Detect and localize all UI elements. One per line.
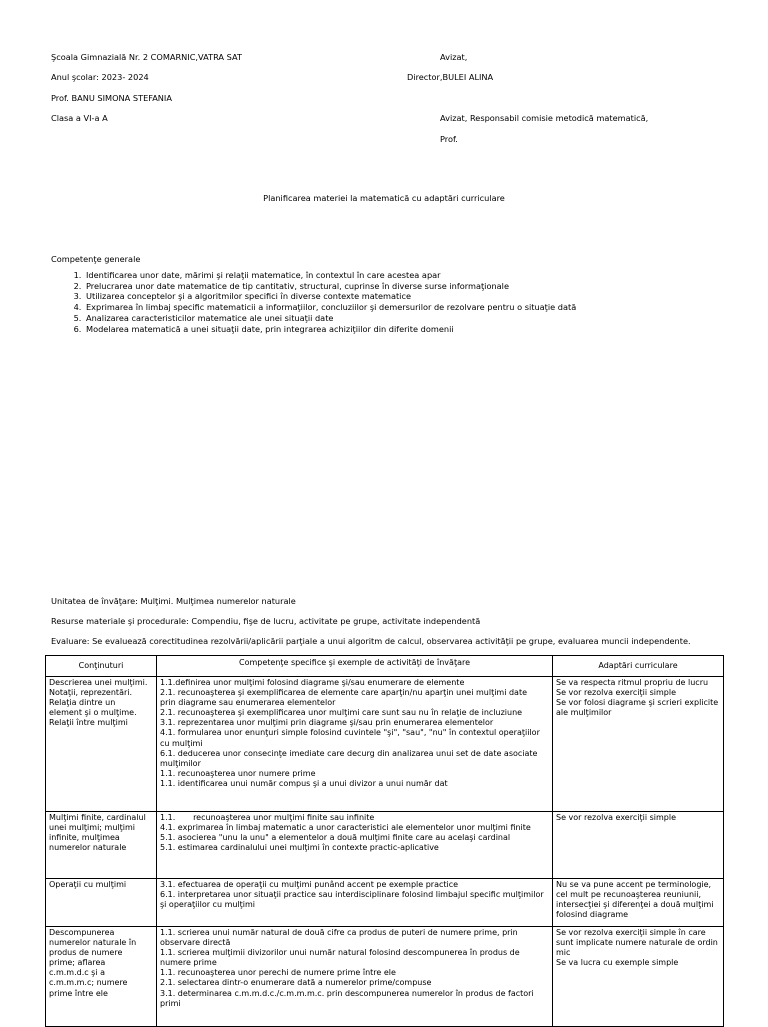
- cell-adaptari: [553, 677, 724, 812]
- cell-line: prin diagrame sau enumerarea elementelor: [160, 698, 336, 708]
- table-header-row: [46, 656, 724, 677]
- header-director: Director,BULEI ALINA: [407, 72, 494, 82]
- cell-continut: [46, 677, 157, 812]
- cell-adaptari: [553, 812, 724, 879]
- cell-continut: [46, 812, 157, 879]
- competenta-item: 4. Exprimarea în limbaj specific matematicii a informaţiilor, concluziilor şi demersurilor de rezolvare pentru o situaţie dată: [84, 302, 576, 313]
- cell-line: şi operaţiilor cu mulţimi: [160, 900, 256, 910]
- cell-line: 6.1. interpretarea unor situaţii practice sau interdisciplinare folosind limbajul specific mulţimilor: [160, 890, 544, 900]
- cell-line: 4.1. exprimarea în limbaj matematic a unor caracteristici ale elementelor unor mulţimi finite: [160, 823, 531, 833]
- evaluare: Evaluare: Se evaluează corectitudinea rezolvării/aplicării parţiale a unui algoritm de calcul, observarea activităţii pe grupe, evaluarea muncii independente.: [51, 636, 691, 646]
- cell-line: primi: [160, 998, 181, 1008]
- cell-competente: [157, 812, 553, 879]
- cell-line: 5.1. estimarea cardinalului unei mulţimi în contexte practic-aplicative: [160, 843, 439, 853]
- cell-line: 3.1. reprezentarea unor mulţimi prin diagrame şi/sau prin enumerarea elementelor: [160, 718, 494, 728]
- competenta-item: 6. Modelarea matematică a unei situaţii date, prin integrarea achiziţiilor din diferite domenii: [84, 324, 576, 335]
- cell-line: Se vor rezolva exerciţii simple: [556, 813, 676, 822]
- cell-line: produs de numere: [49, 948, 123, 958]
- header-competente: Competenţe specifice şi exemple de activităţi de învăţare: [157, 656, 553, 677]
- cell-line: Se vor rezolva exerciţii simple: [556, 688, 676, 698]
- resurse: Resurse materiale şi procedurale: Compendiu, fişe de lucru, activitate pe grupe, activitate independentă: [51, 616, 481, 626]
- cell-line: 2.1. selectarea dintr-o enumerare dată a numerelor prime/compuse: [160, 978, 432, 988]
- competenta-item: 3. Utilizarea conceptelor şi a algoritmilor specifici în diverse contexte matematice: [84, 291, 576, 302]
- cell-line: 2.1. recunoaşterea şi exemplificarea de elemente care aparţin/nu aparţin unei mulţimi date: [160, 688, 528, 698]
- cell-line: sunt implicate numere naturale de ordin: [556, 938, 718, 948]
- cell-line: 4.1. formularea unor enunţuri simple folosind cuvintele "şi", "sau", "nu" în contextul operaţiilor: [160, 728, 540, 738]
- document-title: Planificarea materiei la matematică cu adaptări curriculare: [263, 193, 505, 203]
- cell-line: 6.1. deducerea unor consecinţe imediate care decurg din analizarea unui set de date asociate: [160, 748, 538, 758]
- cell-line: Descrierea unei mulţimi.: [49, 678, 148, 687]
- cell-line: 5.1. asocierea "unu la unu" a elementelor a două mulţimi finite care au acelaşi cardinal: [160, 833, 511, 843]
- cell-line: c.m.m.d.c şi a: [49, 968, 106, 978]
- planning-table: [45, 655, 724, 1027]
- cell-line: Descompunerea: [49, 928, 115, 937]
- header-avizat: Avizat,: [440, 52, 468, 62]
- cell-line: 2.1. recunoaşterea şi exemplificarea unor mulţimi care sunt sau nu în relaţie de incluziune: [160, 708, 523, 718]
- cell-line: 3.1. determinarea c.m.m.d.c./c.m.m.m.c. prin descompunerea numerelor în produs de factori: [160, 988, 534, 998]
- competenta-item: 5. Analizarea caracteristicilor matematice ale unei situaţii date: [84, 313, 576, 324]
- cell-line: mulţimilor: [160, 758, 201, 768]
- header-school-year: Anul şcolar: 2023- 2024: [51, 72, 149, 82]
- cell-line: Se vor folosi diagrame şi scrieri explicite: [556, 698, 719, 708]
- cell-line: 1.1. recunoaşterea unor perechi de numere prime între ele: [160, 968, 396, 978]
- cell-line: Operaţii cu mulţimi: [49, 880, 127, 889]
- cell-line: mic: [556, 948, 571, 958]
- cell-line: numerelor naturale în: [49, 938, 137, 948]
- cell-line: 3.1. efectuarea de operaţii cu mulţimi punând accent pe exemple practice: [160, 880, 459, 889]
- cell-line: unei mulţimi; mulţimi: [49, 823, 135, 833]
- cell-line: numerelor naturale: [49, 843, 127, 853]
- header-avizat-responsabil: Avizat, Responsabil comisie metodică matematică,: [440, 113, 649, 123]
- competente-heading: Competenţe generale: [51, 254, 141, 264]
- competente-list: [51, 270, 576, 334]
- cell-adaptari: [553, 927, 724, 1027]
- table-row: [46, 879, 724, 927]
- cell-line: folosind diagrame: [556, 910, 629, 920]
- cell-line: Se vor rezolva exerciţii simple în care: [556, 928, 706, 937]
- table-row: [46, 927, 724, 1027]
- cell-adaptari: [553, 879, 724, 927]
- cell-competente: [157, 927, 553, 1027]
- cell-line: c.m.m.m.c; numere: [49, 978, 128, 988]
- competenta-item: 2. Prelucrarea unor date matematice de tip cantitativ, structural, cuprinse în diverse surse informaţionale: [84, 281, 576, 292]
- header-class: Clasa a VI-a A: [51, 113, 108, 123]
- cell-line: observare directă: [160, 938, 231, 948]
- cell-line: Relaţii între mulţimi: [49, 718, 128, 728]
- header-prof: Prof.: [440, 134, 458, 144]
- table-row: [46, 812, 724, 879]
- cell-line: Mulţimi finite, cardinalul: [49, 813, 146, 822]
- unitate-invatare: Unitatea de învăţare: Mulţimi. Mulţimea numerelor naturale: [51, 596, 296, 606]
- cell-line: Nu se va pune accent pe terminologie,: [556, 880, 712, 889]
- cell-line: element şi o mulţime.: [49, 708, 137, 718]
- cell-line: 1.1. recunoaşterea unor mulţimi finite sau infinite: [160, 813, 375, 822]
- table-row: [46, 677, 724, 812]
- cell-line: numere prime: [160, 958, 217, 968]
- cell-continut: [46, 927, 157, 1027]
- cell-line: Se va respecta ritmul propriu de lucru: [556, 678, 709, 687]
- cell-line: prime; aflarea: [49, 958, 106, 968]
- cell-line: 1.1.definirea unor mulţimi folosind diagrame şi/sau enumerare de elemente: [160, 678, 465, 687]
- cell-continut: [46, 879, 157, 927]
- cell-line: Relaţia dintre un: [49, 698, 116, 708]
- header-teacher: Prof. BANU SIMONA STEFANIA: [51, 93, 172, 103]
- cell-line: Notaţii, reprezentări.: [49, 688, 133, 698]
- cell-line: 1.1. recunoaşterea unor numere prime: [160, 768, 316, 778]
- cell-line: ale mulţimilor: [556, 708, 612, 718]
- cell-line: cel mult pe recunoaşterea reuniunii,: [556, 890, 701, 900]
- cell-competente: [157, 677, 553, 812]
- cell-competente: [157, 879, 553, 927]
- cell-line: intersecţiei şi diferenţei a două mulţimi: [556, 900, 714, 910]
- cell-line: cu mulţimi: [160, 738, 203, 748]
- cell-line: 1.1. scrierea mulţimii divizorilor unui număr natural folosind descompunerea în produs de: [160, 948, 520, 958]
- header-school: Şcoala Gimnazială Nr. 2 COMARNIC,VATRA SAT: [51, 52, 242, 62]
- header-continuturi: Conţinuturi: [46, 656, 157, 677]
- cell-line: 1.1. scrierea unui număr natural de două cifre ca produs de puteri de numere prime, prin: [160, 928, 518, 937]
- cell-line: infinite, mulţimea: [49, 833, 120, 843]
- competenta-item: 1. Identificarea unor date, mărimi şi relaţii matematice, în contextul în care acestea apar: [84, 270, 576, 281]
- cell-line: 1.1. identificarea unui număr compus şi a unui divizor a unui număr dat: [160, 778, 448, 788]
- header-adaptari: Adaptări curriculare: [553, 656, 724, 677]
- cell-line: Se va lucra cu exemple simple: [556, 958, 679, 968]
- cell-line: prime între ele: [49, 988, 108, 998]
